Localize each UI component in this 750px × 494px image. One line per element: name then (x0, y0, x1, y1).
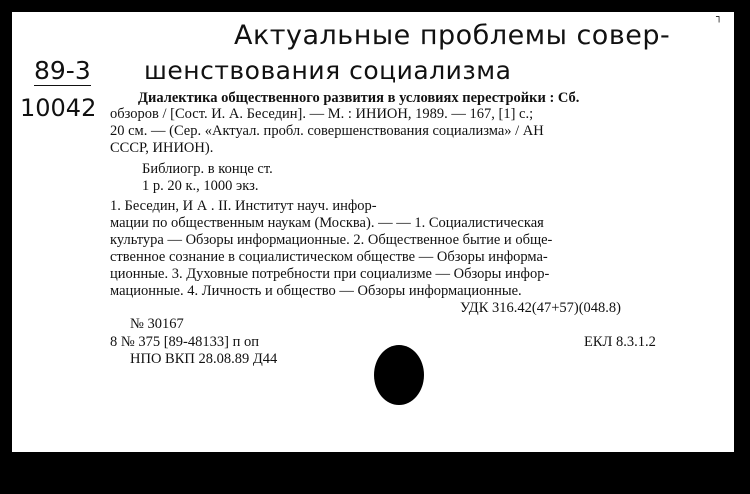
entry-line-8: мации по общественным наукам (Москва). — — 1. Социалистическая (110, 215, 544, 231)
corner-mark: ┐ (716, 12, 723, 23)
entry-line-5: Библиогр. в конце ст. (142, 161, 273, 177)
entry-line-1: Диалектика общественного развития в условиях перестройки : Сб. (138, 90, 580, 106)
entry-line-11: ционные. 3. Духовные потребности при социализме — Обзоры инфор- (110, 266, 550, 282)
handwritten-title-line2: шенствования социализма (144, 56, 512, 85)
entry-line-3: 20 см. — (Сер. «Актуал. пробл. совершенствования социализма» / АН (110, 123, 544, 139)
handwritten-title-line1: Актуальные проблемы совер- (234, 20, 671, 51)
entry-line-10: ственное сознание в социалистическом обществе — Обзоры информа- (110, 249, 548, 265)
handwritten-code-top: 89-3 (34, 56, 91, 85)
entry-line-7: 1. Беседин, И А . II. Институт науч. инфор- (110, 198, 377, 214)
entry-line-2: обзоров / [Сост. И. А. Беседин]. — М. : ИНИОН, 1989. — 167, [1] с.; (110, 106, 534, 122)
catalog-card (12, 12, 734, 452)
order-line: 8 № 375 [89-48133] п оп (110, 334, 259, 350)
card-number: № 30167 (130, 316, 184, 332)
handwritten-code-bottom: 10042 (20, 94, 97, 122)
entry-line-6: 1 р. 20 к., 1000 экз. (142, 178, 259, 194)
punch-hole (374, 345, 424, 405)
entry-line-12: мационные. 4. Личность и общество — Обзоры информационные. (110, 283, 522, 299)
udc-line: УДК 316.42(47+57)(048.8) (460, 300, 621, 316)
entry-line-4: СССР, ИНИОН). (110, 140, 214, 156)
publisher-line: НПО ВКП 28.08.89 Д44 (130, 351, 278, 367)
entry-line-9: культура — Обзоры информационные. 2. Общественное бытие и обще- (110, 232, 553, 248)
ekl-code: ЕКЛ 8.3.1.2 (584, 334, 656, 350)
